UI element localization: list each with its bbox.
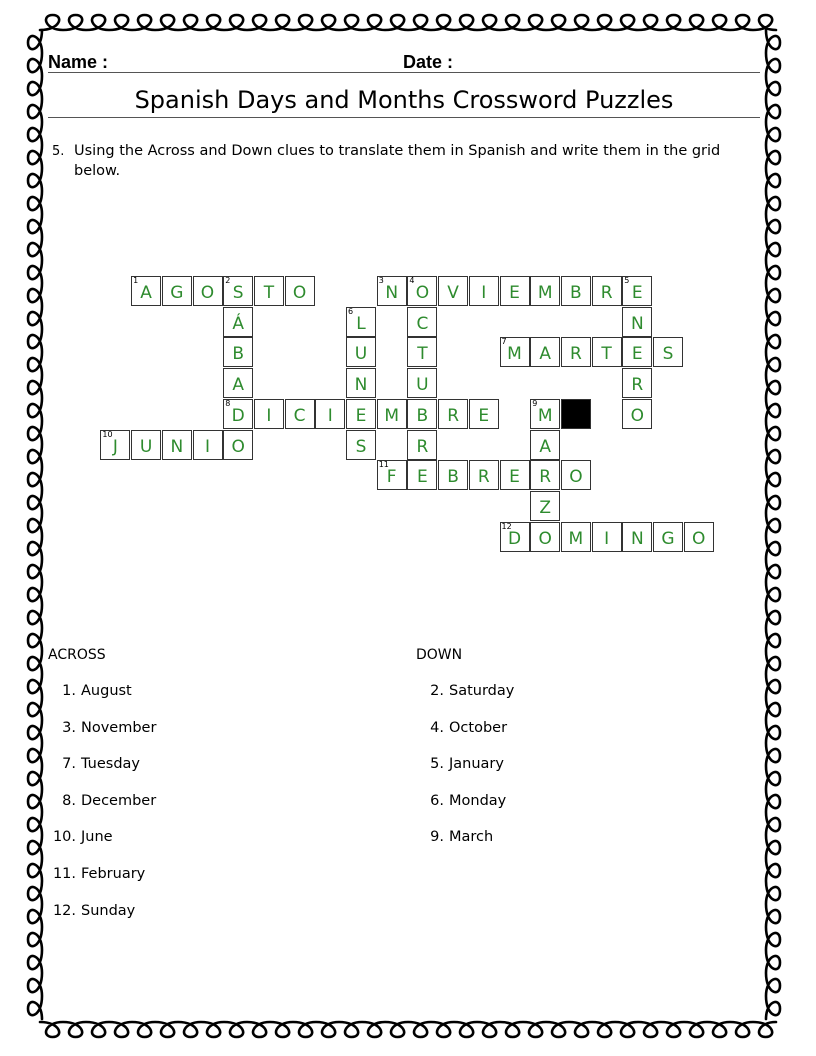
clue-item-number: 4. bbox=[430, 719, 444, 736]
clue-item bbox=[418, 720, 507, 736]
crossword-cell bbox=[592, 276, 622, 306]
clue-item-text: December bbox=[81, 792, 157, 809]
answer-letter: D bbox=[507, 528, 522, 549]
crossword-cell bbox=[500, 276, 530, 306]
crossword-cell bbox=[469, 460, 499, 490]
answer-letter: T bbox=[601, 344, 612, 365]
answer-letter: M bbox=[537, 283, 553, 303]
clue-item-number: 9. bbox=[430, 829, 444, 846]
answer-letter: M bbox=[507, 344, 522, 365]
crossword-cell bbox=[407, 368, 437, 398]
crossword-cell bbox=[346, 430, 376, 460]
crossword-cell bbox=[193, 430, 223, 460]
clue-item-text: Saturday bbox=[449, 683, 515, 699]
answer-letter: E bbox=[631, 344, 643, 365]
answer-letter: E bbox=[631, 283, 643, 303]
instruction-text: Using the Across and Down clues to translate them in Spanish and write them in the grid below. bbox=[74, 143, 721, 179]
clue-item bbox=[50, 829, 113, 845]
clue-item-text: Monday bbox=[449, 792, 507, 809]
crossword-cell bbox=[592, 522, 622, 552]
crossword-cell bbox=[223, 399, 253, 429]
crossword-cell bbox=[500, 522, 530, 552]
answer-letter: Z bbox=[539, 497, 552, 518]
clue-item bbox=[418, 683, 514, 699]
crossword-cell bbox=[346, 368, 376, 398]
clue-number: 4 bbox=[409, 276, 415, 285]
clue-number: 5 bbox=[624, 276, 630, 285]
clue-item-text: November bbox=[81, 719, 157, 736]
date-label: Date : bbox=[403, 52, 454, 72]
answer-letter: M bbox=[568, 528, 584, 549]
crossword-cell bbox=[592, 337, 622, 367]
clue-item-text: Tuesday bbox=[81, 756, 140, 773]
answer-letter: N bbox=[630, 528, 644, 549]
crossword-cell bbox=[500, 460, 530, 490]
crossword-cell bbox=[622, 368, 652, 398]
crossword-cell bbox=[469, 399, 499, 429]
clue-number: 6 bbox=[348, 306, 354, 316]
crossword-cell bbox=[315, 399, 345, 429]
crossword-cell bbox=[346, 307, 376, 337]
crossword-cell bbox=[193, 276, 223, 306]
clue-number: 8 bbox=[225, 398, 231, 408]
clue-item-number: 11. bbox=[52, 866, 76, 882]
answer-letter: I bbox=[266, 405, 272, 426]
black-cell bbox=[561, 399, 591, 429]
answer-letter: B bbox=[570, 283, 582, 303]
crossword-cell bbox=[530, 337, 560, 367]
clue-number: 7 bbox=[501, 337, 507, 347]
crossword-cell bbox=[622, 276, 652, 306]
answer-letter: E bbox=[478, 405, 490, 426]
clue-item bbox=[50, 756, 140, 772]
crossword-cell bbox=[407, 430, 437, 460]
answer-letter: O bbox=[691, 528, 706, 549]
clue-item-text: February bbox=[81, 866, 146, 882]
crossword-cell bbox=[530, 460, 560, 490]
clue-item bbox=[418, 793, 506, 809]
answer-letter: A bbox=[539, 344, 551, 365]
crossword-cell bbox=[530, 276, 560, 306]
answer-letter: O bbox=[538, 528, 552, 549]
clue-item bbox=[50, 720, 156, 736]
clue-item bbox=[50, 793, 156, 809]
answer-letter: V bbox=[447, 283, 459, 303]
clue-number: 11 bbox=[378, 460, 389, 470]
answer-letter: E bbox=[355, 405, 367, 426]
clue-item-text: August bbox=[81, 683, 132, 699]
crossword-cell bbox=[346, 337, 376, 367]
across-heading: ACROSS bbox=[48, 647, 106, 663]
answer-letter: A bbox=[140, 283, 152, 303]
crossword-cell bbox=[131, 430, 161, 460]
crossword-cell bbox=[438, 276, 468, 306]
down-heading: DOWN bbox=[416, 647, 463, 663]
answer-letter: C bbox=[416, 313, 429, 334]
name-label: Name : bbox=[48, 52, 109, 72]
clue-item-number: 1. bbox=[62, 683, 76, 699]
answer-letter: S bbox=[355, 436, 367, 457]
crossword-cell bbox=[407, 399, 437, 429]
clue-item-number: 10. bbox=[52, 829, 76, 846]
crossword-cell bbox=[377, 399, 407, 429]
crossword-cell bbox=[500, 337, 530, 367]
clue-item-text: June bbox=[81, 829, 113, 846]
crossword-cell bbox=[438, 460, 468, 490]
crossword-cell bbox=[131, 276, 161, 306]
crossword-cell bbox=[377, 460, 407, 490]
clue-item-number: 2. bbox=[430, 683, 444, 699]
crossword-cell bbox=[469, 276, 499, 306]
crossword-cell bbox=[438, 399, 468, 429]
answer-letter: E bbox=[417, 467, 428, 488]
clue-item bbox=[50, 903, 135, 919]
answer-letter: I bbox=[327, 405, 333, 426]
crossword-cell bbox=[407, 307, 437, 337]
crossword-cell bbox=[530, 430, 560, 460]
answer-letter: S bbox=[232, 283, 244, 303]
answer-letter: O bbox=[630, 405, 644, 426]
answer-letter: N bbox=[170, 436, 184, 457]
answer-letter: N bbox=[354, 375, 368, 396]
crossword-cell bbox=[653, 337, 683, 367]
answer-letter: T bbox=[263, 283, 275, 303]
crossword-cell bbox=[407, 460, 437, 490]
crossword-cell bbox=[254, 399, 284, 429]
answer-letter: B bbox=[232, 344, 245, 365]
crossword-cell bbox=[653, 522, 683, 552]
crossword-cell bbox=[561, 337, 591, 367]
crossword-cell bbox=[561, 276, 591, 306]
clue-number: 12 bbox=[501, 521, 512, 531]
answer-letter: I bbox=[481, 283, 487, 303]
answer-letter: T bbox=[417, 344, 428, 365]
clue-item-number: 5. bbox=[430, 756, 444, 773]
answer-letter: G bbox=[170, 283, 184, 303]
crossword-cell bbox=[223, 276, 253, 306]
crossword-cell bbox=[530, 522, 560, 552]
clue-item bbox=[50, 866, 145, 882]
crossword-cell bbox=[407, 276, 437, 306]
crossword-cell bbox=[285, 276, 315, 306]
clue-item bbox=[50, 683, 132, 699]
crossword-cell bbox=[561, 522, 591, 552]
clue-item bbox=[418, 756, 504, 772]
answer-letter: F bbox=[386, 467, 397, 488]
answer-letter: N bbox=[385, 283, 399, 303]
crossword-cell bbox=[622, 399, 652, 429]
answer-letter: R bbox=[447, 405, 459, 426]
answer-letter: A bbox=[539, 436, 551, 457]
clue-item-number: 6. bbox=[430, 792, 444, 809]
clue-number: 1 bbox=[133, 276, 139, 285]
answer-letter: E bbox=[509, 467, 520, 488]
crossword-cell bbox=[223, 430, 253, 460]
clue-item-text: Sunday bbox=[81, 902, 136, 919]
answer-letter: U bbox=[139, 436, 153, 457]
clue-item-text: March bbox=[449, 829, 494, 846]
clue-item-number: 8. bbox=[62, 792, 76, 809]
answer-letter: A bbox=[232, 375, 244, 396]
clue-item-number: 3. bbox=[62, 719, 76, 736]
answer-letter: O bbox=[231, 436, 245, 457]
crossword-cell bbox=[530, 491, 560, 521]
crossword-cell bbox=[622, 522, 652, 552]
answer-letter: L bbox=[356, 313, 366, 334]
answer-letter: B bbox=[416, 405, 429, 426]
clue-number: 2 bbox=[225, 276, 231, 285]
answer-letter: G bbox=[661, 528, 675, 549]
crossword-cell bbox=[377, 276, 407, 306]
crossword-cell bbox=[561, 460, 591, 490]
clue-item-number: 12. bbox=[52, 902, 76, 919]
answer-letter: J bbox=[112, 436, 118, 457]
crossword-cell bbox=[530, 399, 560, 429]
answer-letter: I bbox=[604, 528, 610, 549]
answer-letter: M bbox=[384, 405, 400, 426]
clue-number: 9 bbox=[532, 398, 538, 408]
answer-letter: R bbox=[631, 375, 644, 396]
clue-number: 10 bbox=[102, 429, 113, 439]
answer-letter: R bbox=[600, 283, 613, 303]
answer-letter: O bbox=[292, 283, 307, 303]
answer-letter: I bbox=[204, 436, 210, 457]
page-title: Spanish Days and Months Crossword Puzzles bbox=[134, 86, 674, 114]
answer-letter: O bbox=[569, 467, 583, 488]
answer-letter: U bbox=[416, 375, 429, 396]
crossword-cell bbox=[622, 337, 652, 367]
answer-letter: R bbox=[477, 467, 490, 488]
crossword-cell bbox=[162, 430, 192, 460]
crossword-cell bbox=[223, 337, 253, 367]
crossword-cell bbox=[223, 368, 253, 398]
answer-letter: Á bbox=[232, 313, 244, 334]
clue-item bbox=[418, 829, 493, 845]
crossword-cell bbox=[684, 522, 714, 552]
clue-item-number: 7. bbox=[62, 756, 76, 773]
clue-item-text: January bbox=[449, 756, 504, 773]
answer-letter: O bbox=[415, 283, 430, 303]
crossword-cell bbox=[622, 307, 652, 337]
answer-letter: O bbox=[200, 283, 215, 303]
answer-letter: B bbox=[447, 467, 459, 488]
answer-letter: R bbox=[569, 344, 582, 365]
crossword-cell bbox=[407, 337, 437, 367]
crossword-cell bbox=[346, 399, 376, 429]
answer-letter: U bbox=[354, 344, 368, 365]
crossword-cell bbox=[223, 307, 253, 337]
answer-letter: C bbox=[293, 405, 306, 426]
clue-number: 3 bbox=[378, 276, 384, 285]
instruction-number: 5. bbox=[52, 144, 65, 159]
crossword-cell bbox=[100, 430, 130, 460]
answer-letter: E bbox=[509, 283, 520, 303]
answer-letter: R bbox=[416, 436, 429, 457]
crossword-cell bbox=[162, 276, 192, 306]
clue-item-text: October bbox=[449, 719, 508, 736]
crossword-cell bbox=[254, 276, 284, 306]
answer-letter: D bbox=[231, 405, 245, 426]
crossword-cell bbox=[285, 399, 315, 429]
answer-letter: R bbox=[539, 467, 552, 488]
answer-letter: S bbox=[662, 344, 674, 365]
answer-letter: M bbox=[537, 405, 553, 426]
answer-letter: N bbox=[630, 313, 644, 334]
